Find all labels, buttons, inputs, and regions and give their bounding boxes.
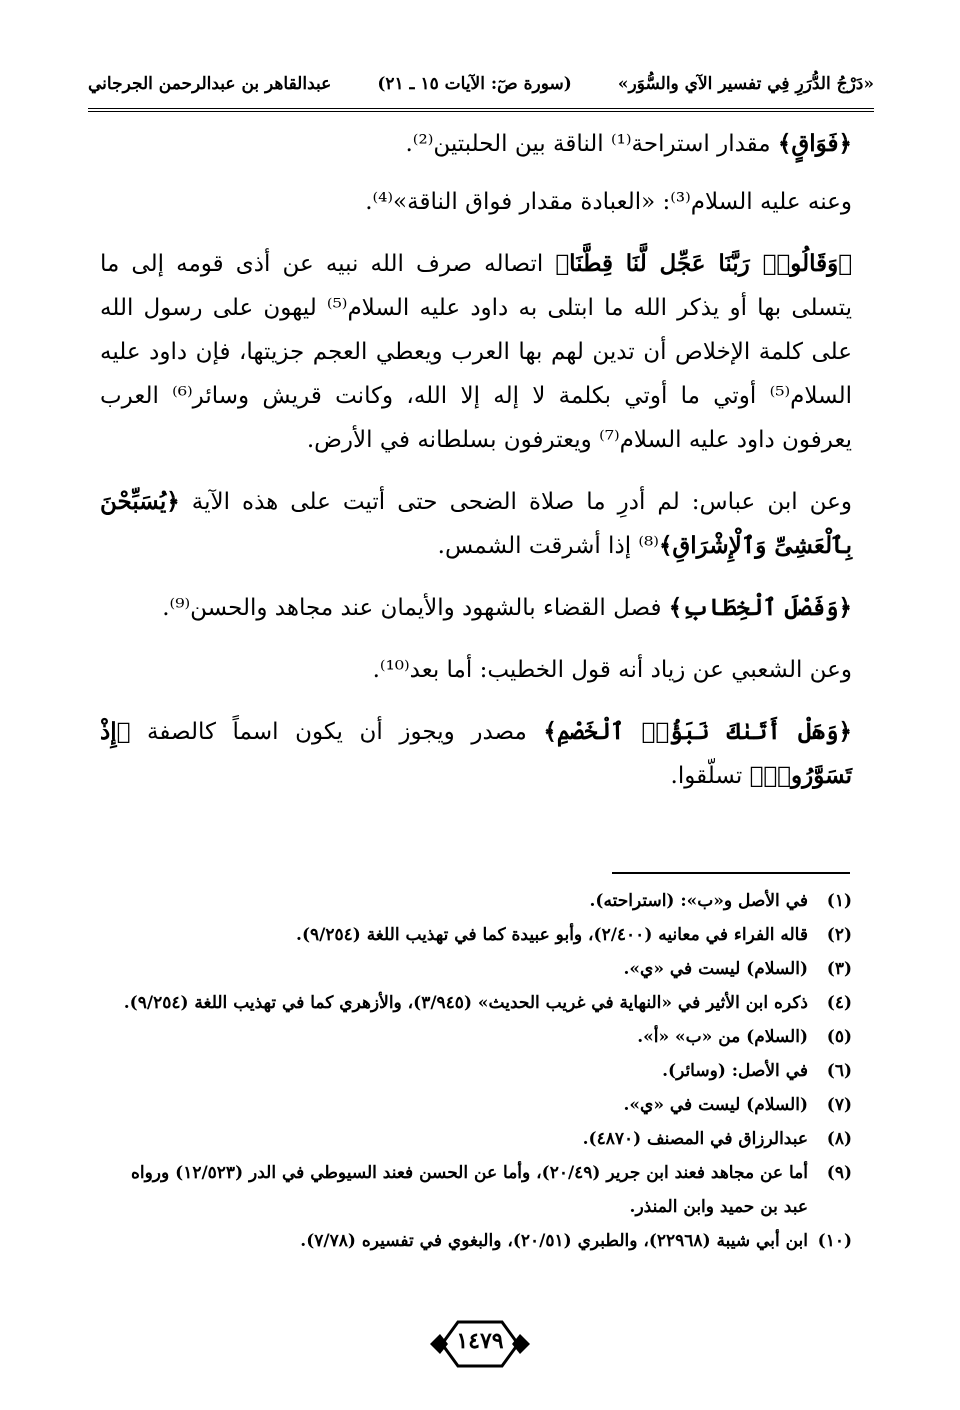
footnote-text: في الأصل و«ب»: (استراحته). <box>589 891 808 911</box>
paragraph-7 <box>100 710 852 798</box>
footnote-number: (٤) <box>826 993 852 1013</box>
footnote-text: في الأصل: (وسائر). <box>662 1061 808 1081</box>
footnote-text: (السلام) ليست في «ي». <box>623 1095 808 1115</box>
footnote-text: أما عن مجاهد فعند ابن جرير (٢٠/٤٩)، وأما عن الحسن فعند السيوطي في الدر (١٢/٥٢٣) ورواه عبد بن حميد وابن المنذر. <box>130 1163 808 1217</box>
paragraph-text: تسلّقوا. <box>670 763 750 789</box>
footnote-number: (١) <box>826 891 852 911</box>
footnote-number: (٩) <box>826 1163 852 1183</box>
paragraph-text: مقدار استراحة⁽¹⁾ الناقة بين الحلبتين⁽²⁾. <box>405 131 778 157</box>
footnote-item <box>108 1088 852 1122</box>
paragraph-6 <box>100 648 852 692</box>
footnote-item <box>108 1020 852 1054</box>
footnote-item <box>108 918 852 952</box>
paragraph-text: ⁽⁸⁾ إذا أشرقت الشمس. <box>437 533 659 559</box>
paragraph-2 <box>100 180 852 224</box>
footnote-item <box>108 952 852 986</box>
footnote-number: (٦) <box>826 1061 852 1081</box>
paragraph-text: فصل القضاء بالشهود والأيمان عند مجاهد والحسن⁽⁹⁾. <box>162 595 669 621</box>
footnote-number: (٧) <box>826 1095 852 1115</box>
page-number: ١٤٧٩ <box>456 1328 504 1354</box>
header-divider <box>88 108 874 112</box>
footnote-item <box>108 1156 852 1224</box>
footnote-text: عبدالرزاق في المصنف (٤٨٧٠). <box>582 1129 808 1149</box>
paragraph-text: مصدر ويجوز أن يكون اسماً كالصفة <box>130 719 544 745</box>
footnote-number: (٥) <box>826 1027 852 1047</box>
footnote-item <box>108 1224 852 1258</box>
quran-phrase: ﴿إِذْ تَسَوَّرُوا۟﴾ <box>100 718 852 789</box>
paragraph-text: اتصاله صرف الله نبيه عن أذى قومه إلى ما يتسلى بها أو يذكر الله ما ابتلى به داود عليه السلام⁽⁵⁾ ليهون على رسول الله على كلمة الإخلاص أن تدين لهم بها العرب ويعطي العجم جزيتها، فإن داود عليه السلام⁽⁵⁾ أوتي ما أوتي بكلمة لا إله إلا الله، وكانت قريش وسائر⁽⁶⁾ العرب يعرفون داود عليه السلام⁽⁷⁾ ويعترفون بسلطانه في الأرض. <box>100 251 852 453</box>
footnote-number: (٨) <box>826 1129 852 1149</box>
footnote-number: (١٠) <box>817 1231 852 1251</box>
paragraph-3 <box>100 242 852 462</box>
footnote-number: (٢) <box>826 925 852 945</box>
footnote-item <box>108 986 852 1020</box>
paragraph-1 <box>100 122 852 166</box>
paragraph-text: وعن ابن عباس: لم أدرِ ما صلاة الضحى حتى أتيت على هذه الآية <box>179 489 852 515</box>
footnote-text: (السلام) من «ب» «أ». <box>637 1027 808 1047</box>
footnote-text: (السلام) ليست في «ي». <box>623 959 808 979</box>
main-text <box>100 122 852 812</box>
paragraph-text: وعن الشعبي عن زياد أنه قول الخطيب: أما بعد⁽¹⁰⁾. <box>372 657 852 683</box>
footnotes <box>108 884 852 1258</box>
footnote-text: ابن أبي شيبة (٢٢٩٦٨)، والطبري (٢٠/٥١)، والبغوي في تفسيره (٧/٧٨). <box>300 1231 808 1251</box>
page-number-ornament <box>428 1316 532 1372</box>
quran-phrase: ﴿يُسَبِّحْنَ بِٱلْعَشِىِّ وَٱلْإِشْرَاقِ﴾ <box>100 488 852 559</box>
footnote-text: قاله الفراء في معانيه (٢/٤٠٠)، وأبو عبيدة كما في تهذيب اللغة (٩/٢٥٤). <box>296 925 808 945</box>
footnote-divider <box>612 872 850 874</box>
footnote-item <box>108 884 852 918</box>
paragraph-4 <box>100 480 852 568</box>
book-title: «دَرْجُ الدُّرَرِ فِي تفسير الآي والسُّوَر» <box>617 74 874 94</box>
surah-info: (سورة صٓ: الآيات ١٥ ـ ٢١) <box>377 74 572 94</box>
author-name: عبدالقاهر بن عبدالرحمن الجرجاني <box>88 74 332 94</box>
footnote-item <box>108 1054 852 1088</box>
footnote-text: ذكره ابن الأثير في «النهاية في غريب الحديث» (٣/٩٤٥)، والأزهري كما في تهذيب اللغة (٩/٢٥٤). <box>123 993 808 1013</box>
quran-phrase: ﴿وَقَالُوا۟ رَبَّنَا عَجِّل لَّنَا قِطَّنَا﴾ <box>555 250 852 277</box>
paragraph-text: وعنه عليه السلام⁽³⁾: «العبادة مقدار فواق الناقة»⁽⁴⁾. <box>365 189 852 215</box>
footnote-item <box>108 1122 852 1156</box>
paragraph-5 <box>100 586 852 630</box>
footnote-number: (٣) <box>826 959 852 979</box>
quran-phrase: ﴿وَهَلْ أَتَىٰكَ نَبَؤُا۟ ٱلْخَصْمِ﴾ <box>543 718 852 745</box>
running-header <box>88 62 874 106</box>
quran-phrase: ﴿وَفَصْلَ ٱلْخِطَابِ﴾ <box>668 594 852 621</box>
quran-phrase: ﴿فَوَاقٍ﴾ <box>777 130 852 157</box>
